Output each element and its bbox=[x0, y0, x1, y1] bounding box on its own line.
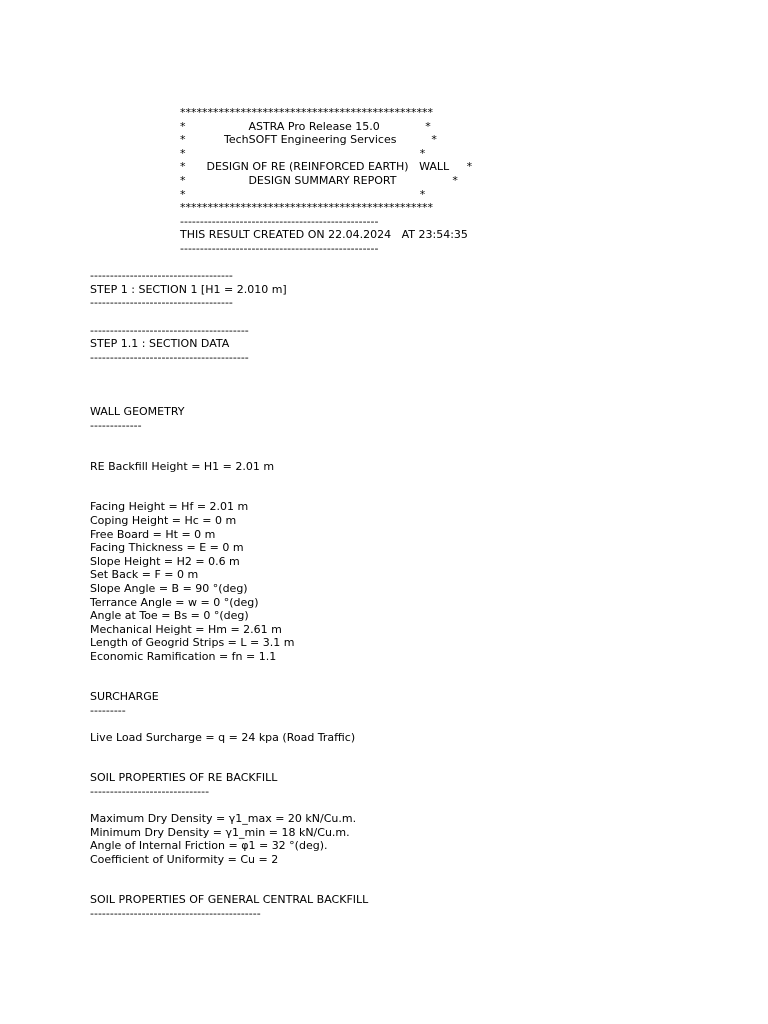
wall-geometry-underline: ------------- bbox=[90, 418, 142, 432]
geometry-line: Coping Height = Hc = 0 m bbox=[90, 514, 237, 527]
geometry-line: Length of Geogrid Strips = L = 3.1 m bbox=[90, 636, 295, 650]
header-dash-line-2: -------------------------------------------------- bbox=[180, 242, 379, 255]
step11-title: STEP 1.1 : SECTION DATA bbox=[90, 337, 230, 351]
soil-re-line: Minimum Dry Density = γ1_min = 18 kN/Cu.m. bbox=[90, 825, 350, 839]
header-dash-line: -------------------------------------------------- bbox=[180, 214, 379, 228]
geometry-line: Slope Height = H2 = 0.6 m bbox=[90, 554, 240, 568]
geometry-line: Mechanical Height = Hm = 2.61 m bbox=[90, 622, 282, 636]
surcharge-title: SURCHARGE bbox=[90, 690, 159, 703]
soil-re-line: Maximum Dry Density = γ1_max = 20 kN/Cu.m. bbox=[90, 812, 357, 825]
header-blank-row-2: * * bbox=[180, 187, 426, 201]
geometry-line: Facing Thickness = E = 0 m bbox=[90, 541, 244, 555]
soil-general-underline: ------------------------------------------- bbox=[90, 906, 261, 920]
geometry-line: Set Back = F = 0 m bbox=[90, 568, 199, 582]
header-border-bottom: ********************************************** bbox=[180, 201, 433, 215]
header-design-title: * DESIGN OF RE (REINFORCED EARTH) WALL * bbox=[180, 160, 473, 174]
soil-re-line: Coefficient of Uniformity = Cu = 2 bbox=[90, 852, 279, 866]
surcharge-line: Live Load Surcharge = q = 24 kpa (Road Traffic) bbox=[90, 731, 356, 744]
header-blank-row: * * bbox=[180, 146, 426, 160]
header-app-name: * ASTRA Pro Release 15.0 * bbox=[180, 119, 431, 133]
soil-re-title: SOIL PROPERTIES OF RE BACKFILL bbox=[90, 771, 278, 784]
step1-title: STEP 1 : SECTION 1 [H1 = 2.010 m] bbox=[90, 282, 287, 296]
geometry-line: Angle at Toe = Bs = 0 °(deg) bbox=[90, 609, 249, 623]
geometry-line: Economic Ramification = fn = 1.1 bbox=[90, 650, 277, 663]
soil-re-underline: ------------------------------ bbox=[90, 784, 210, 798]
geometry-line: Slope Angle = B = 90 °(deg) bbox=[90, 582, 248, 595]
step1-dash-bottom: ------------------------------------ bbox=[90, 296, 233, 310]
created-timestamp: THIS RESULT CREATED ON 22.04.2024 AT 23:54:35 bbox=[180, 228, 468, 242]
header-border-top: ********************************************** bbox=[180, 106, 433, 119]
backfill-height-line: RE Backfill Height = H1 = 2.01 m bbox=[90, 459, 275, 473]
step11-dash-top: ---------------------------------------- bbox=[90, 323, 249, 337]
step11-dash-bottom: ---------------------------------------- bbox=[90, 350, 249, 364]
geometry-line: Facing Height = Hf = 2.01 m bbox=[90, 500, 249, 514]
header-company: * TechSOFT Engineering Services * bbox=[180, 133, 437, 147]
soil-general-title: SOIL PROPERTIES OF GENERAL CENTRAL BACKFILL bbox=[90, 893, 369, 906]
step1-dash-top: ------------------------------------ bbox=[90, 269, 233, 283]
geometry-line: Terrance Angle = w = 0 °(deg) bbox=[90, 595, 259, 609]
header-report-title: * DESIGN SUMMARY REPORT * bbox=[180, 174, 458, 187]
soil-re-line: Angle of Internal Friction = φ1 = 32 °(deg). bbox=[90, 839, 328, 853]
surcharge-underline: --------- bbox=[90, 703, 126, 717]
geometry-line: Free Board = Ht = 0 m bbox=[90, 527, 216, 541]
wall-geometry-title: WALL GEOMETRY bbox=[90, 405, 185, 419]
